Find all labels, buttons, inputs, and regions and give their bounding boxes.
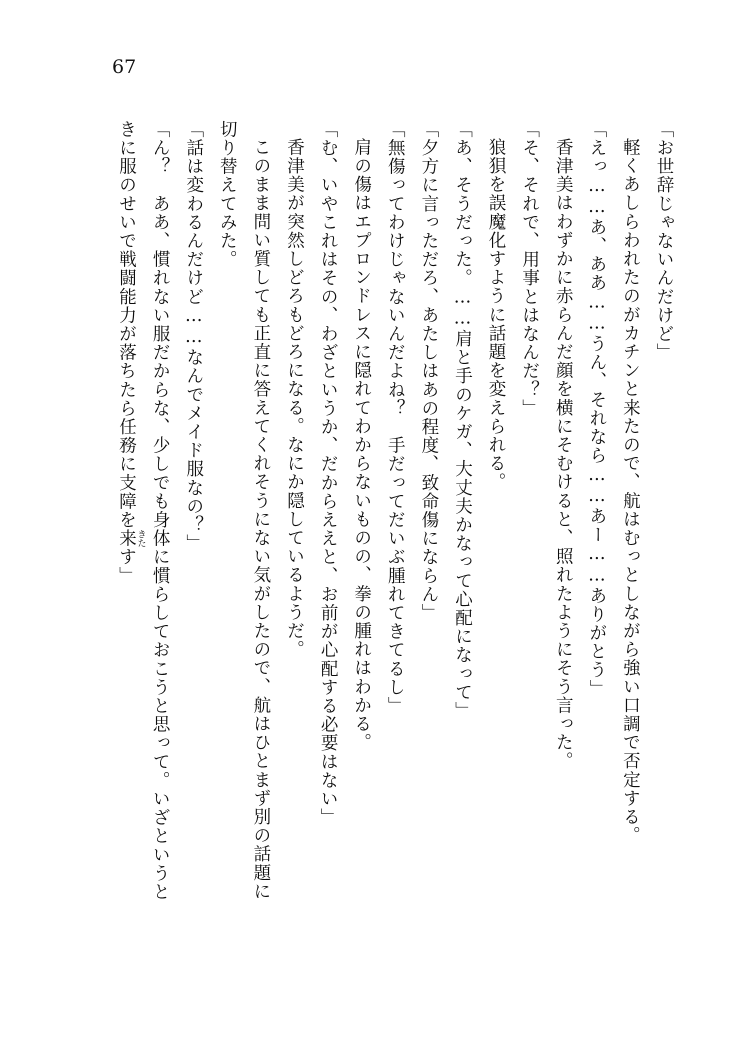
paragraph: 「そ、それで、用事とはなんだ？」 <box>519 120 540 418</box>
ruby-annotation: 来 きた <box>116 529 146 548</box>
paragraph: このまま問い質しても正直に答えてくれそうにない気がしたので、航はひとまず別の話題に切り替えてみた。 <box>217 120 271 901</box>
paragraph: 肩の傷はエプロンドレスに隠れてわからないものの、拳の腫れはわかる。 <box>351 137 372 752</box>
paragraph: 香津美が突然しどろもどろになる。なにか隠しているようだ。 <box>284 137 305 659</box>
paragraph: 「夕方に言っただろ、あたしはあの程度、致命傷にならん」 <box>418 120 439 623</box>
paragraph: 「無傷ってわけじゃないんだよね？ 手だってだいぶ腫れてきてるし」 <box>385 120 406 716</box>
paragraph: 狼狽を誤魔化すように話題を変えられる。 <box>486 137 507 491</box>
paragraph: 軽くあしらわれたのがカチンと来たので、航はむっとしながら強い口調で否定する。 <box>620 137 641 845</box>
paragraph: 「えっ……あ、ああ……うん、それなら……あー……ありがとう」 <box>586 120 607 698</box>
paragraph: 香津美はわずかに赤らんだ顔を横にそむけると、照れたようにそう言った。 <box>553 137 574 770</box>
page-number: 67 <box>112 56 137 78</box>
paragraph: 「あ、そうだった。……肩と手のケガ、大丈夫かなって心配になって」 <box>452 120 473 721</box>
paragraph-with-ruby: 「ん？ ああ、慣れない服だからな、少しでも身体に慣らしておこうと思って。いざというときに服のせいで戦闘能力が落ちたら任務に支障を来 きたす」 <box>116 120 171 902</box>
paragraph: 「お世辞じゃないんだけど」 <box>654 120 674 362</box>
paragraph: 「話は変わるんだけど……なんでメイド服なの？」 <box>183 120 204 553</box>
vertical-text-body <box>60 120 680 910</box>
paragraph: 「む、いやこれはその、わざというか、だからええと、お前が心配する必要はない」 <box>318 120 339 827</box>
